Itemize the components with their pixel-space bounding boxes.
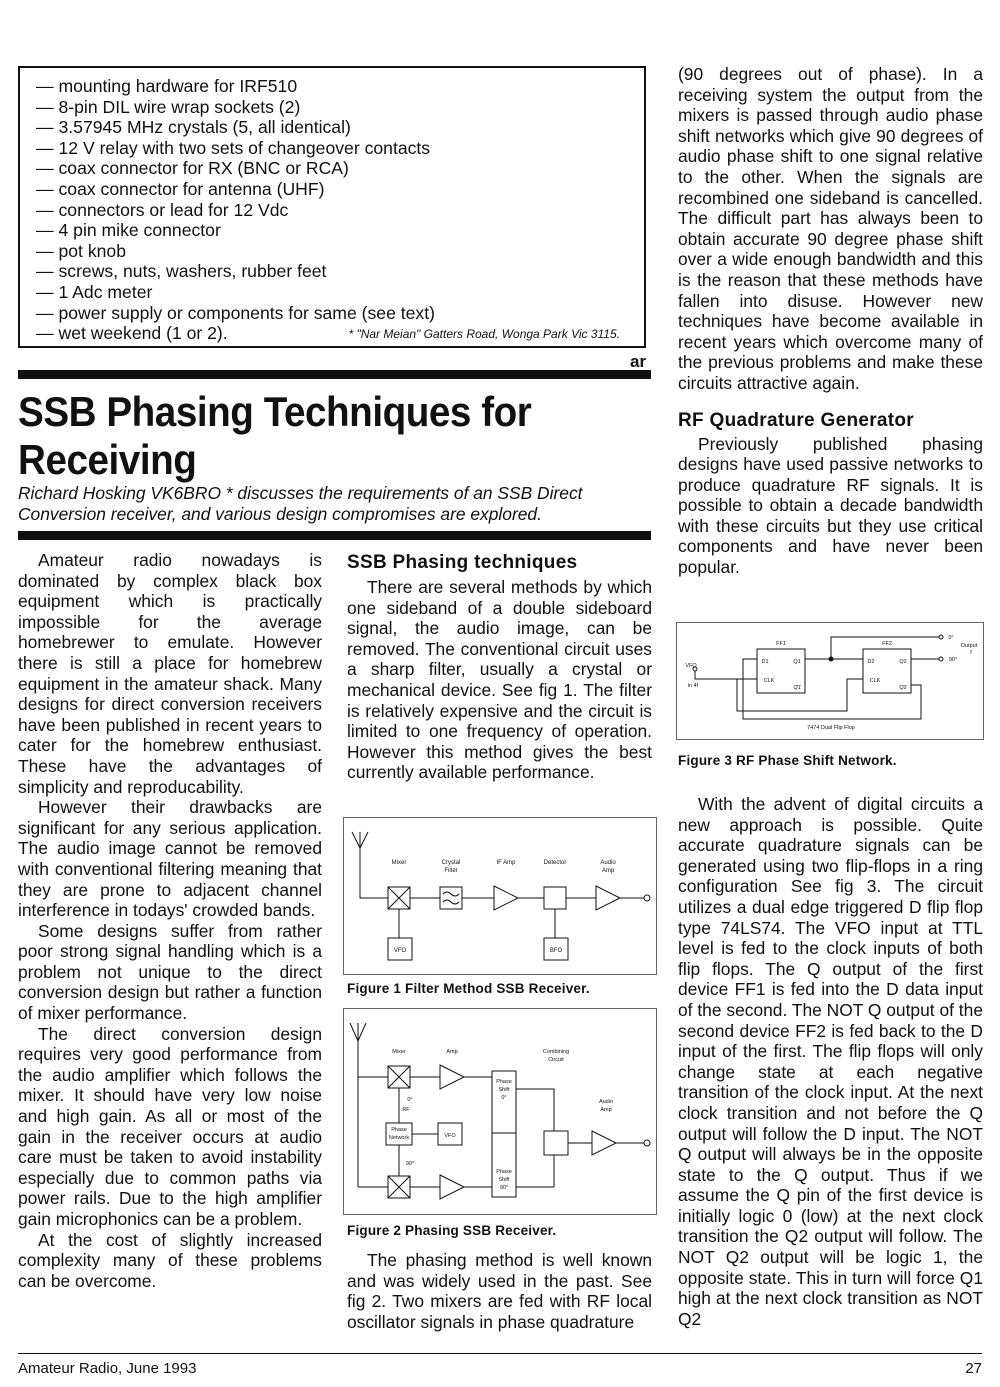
label-circuit: Circuit — [548, 1057, 564, 1063]
label-detector: Detector — [543, 860, 567, 866]
parts-list-item: — 4 pin mike connector — [36, 220, 634, 241]
parts-list-item: — 1 Adc meter — [36, 282, 634, 303]
label-combining: Combining — [542, 1049, 570, 1055]
label-q1: Q1 — [793, 659, 801, 665]
paragraph: At the cost of slightly increased complexity many of these problems can be overcome. — [18, 1229, 322, 1291]
column-3-bottom — [678, 794, 983, 1329]
label-clk2: CLK — [869, 678, 881, 684]
label-q2: Q2 — [899, 659, 907, 665]
if-amp-triangle — [494, 886, 518, 910]
figure-1 — [343, 817, 657, 975]
paragraph: Some designs suffer from rather poor strong signal handling which is a problem not unique to the direct conversion design but rather a function of mixer performance. — [18, 920, 322, 1024]
figure-2 — [343, 1008, 657, 1215]
figure-1-caption: Figure 1 Filter Method SSB Receiver. — [347, 981, 590, 996]
figure-3 — [676, 622, 984, 740]
amp-top-triangle — [440, 1065, 464, 1089]
parts-list-item: — power supply or components for same (see text) — [36, 303, 634, 324]
label-crystal: Crystal — [441, 860, 461, 866]
label-0deg: 0° — [501, 1095, 507, 1101]
label-phase-top: Phase — [496, 1079, 512, 1085]
figure-2-caption: Figure 2 Phasing SSB Receiver. — [347, 1223, 557, 1238]
parts-list-box — [18, 66, 646, 348]
paragraph: With the advent of digital circuits a new approach is possible. Quite accurate quadrature signals can be generated using two flip-flops in a ring configuration See fig 3. The circuit utilizes a dual edge triggered D flip flop type 74LS74. The VFO input at TTL level is fed to the clock inputs of both flip flops. The Q output of the first device FF1 is fed into the D data input of the second. The NOT Q output of the second device FF2 is fed back to the D input of the first. The flip flops will only change state at each negative transition of the clock input. At the next clock transition and not before the Q output will follow the D input. The NOT Q output will always be in the opposite state to the Q output. Thus if we assume the Q pin of the first device is initially logic 0 (low) at the next clock transition the Q2 output will follow. The NOT Q2 output will be logic 1, the opposite state. This in turn will force Q1 high at the next clock transition as NOT Q2 — [678, 794, 983, 1329]
label-d2: D2 — [867, 659, 875, 665]
paragraph: There are several methods by which one sideband of a double sideboard signal, the audio image, can be removed. The conventional circuit uses a sharp filter, usually a crystal or mechanical device. See fig 1. The filter is relatively expensive and the circuit is limited to one frequency of operation. However this method gives the best currently available performance. — [347, 577, 652, 783]
label-vfo: VFO — [685, 663, 697, 669]
parts-list-item: — coax connector for RX (BNC or RCA) — [36, 158, 634, 179]
footer-rule — [18, 1353, 982, 1354]
label-network: Network — [388, 1135, 410, 1141]
article-title: SSB Phasing Techniques for Receiving — [18, 388, 532, 483]
label-rf-90deg: 90° — [405, 1161, 415, 1167]
vfo-input-line — [695, 671, 757, 679]
author-address: * "Nar Meian" Gatters Road, Wonga Park Vic 3115. — [348, 327, 620, 341]
label-amp: Amp — [446, 1049, 458, 1055]
detector-box — [544, 887, 566, 909]
label-90deg: 90° — [499, 1185, 509, 1191]
parts-list-item: — connectors or lead for 12 Vdc — [36, 200, 634, 221]
parts-list-item: — coax connector for antenna (UHF) — [36, 179, 634, 200]
section-heading-rf-quadrature: RF Quadrature Generator — [678, 409, 915, 431]
column-3-top — [678, 64, 983, 578]
antenna-icon — [352, 832, 388, 898]
label-rf: RF — [402, 1107, 410, 1113]
parts-list-item: — 3.57945 MHz crystals (5, all identical) — [36, 117, 634, 138]
label-phase-net: Phase — [391, 1127, 407, 1133]
figure-1-diagram — [344, 818, 656, 974]
parts-list-item: — 8-pin DIL wire wrap sockets (2) — [36, 97, 634, 118]
label-vfo: VFO — [393, 948, 407, 954]
parts-list-item: — mounting hardware for IRF510 — [36, 76, 634, 97]
label-ff2: FF2 — [882, 641, 892, 647]
label-audio: Audio — [598, 1099, 614, 1105]
article-byline: Richard Hosking VK6BRO * discusses the requirements of an SSB Direct Conversion receiver, and various design compromises are explored. — [18, 483, 583, 524]
label-d1: D1 — [761, 659, 769, 665]
paragraph: (90 degrees out of phase). In a receiving system the output from the mixers is passed through audio phase shift networks which give 90 degrees of audio phase shift to one signal relative to the other. When the signals are recombined one sideband is cancelled. The difficult part has always been to obtain accurate 90 degree phase shift over a wide enough bandwidth and this is the reason that these methods have fallen into disuse. However new techniques have become available in recent years which overcome many of the previous problems and make these circuits attractive again. — [678, 64, 983, 393]
label-vfo-in: in 4f — [687, 683, 699, 689]
label-if-amp: IF Amp — [496, 860, 516, 866]
label-audio-amp: Amp — [600, 1107, 612, 1113]
section-heading-phasing: SSB Phasing techniques — [347, 552, 578, 573]
combining-circuit-box — [544, 1131, 568, 1155]
label-ff1: FF1 — [776, 641, 786, 647]
figure-3-caption: Figure 3 RF Phase Shift Network. — [678, 753, 897, 768]
label-nq2: Q2 — [899, 685, 907, 691]
title-rule-top — [18, 370, 651, 379]
parts-list-item: — wet weekend (1 or 2). — [36, 323, 634, 344]
parts-list-item: — 12 V relay with two sets of changeover contacts — [36, 138, 634, 159]
page-number: 27 — [965, 1360, 982, 1377]
label-out-0deg: 0° — [948, 635, 954, 641]
title-rule-bottom — [18, 531, 651, 540]
label-mixer: Mixer — [392, 1049, 406, 1055]
label-filter: Filter — [444, 868, 458, 874]
paragraph: However their drawbacks are significant for any serious application. The audio image cannot be removed with conventional filtering meaning that they are prone to adjacent channel interference in todays' crowded bands. — [18, 797, 322, 921]
label-amp: Amp — [601, 868, 615, 874]
column-2-bottom — [347, 1250, 652, 1332]
audio-amp-triangle — [592, 1131, 616, 1155]
figure-2-diagram — [344, 1009, 656, 1214]
label-bfo: BFO — [549, 948, 563, 954]
end-mark: ar — [630, 352, 647, 371]
paragraph: The direct conversion design requires very good performance from the audio amplifier which follows the mixer. It should have very low noise and high gain. As all or most of the gain in the receiver occurs at audio care must be taken to avoid instability especially due to common paths via power rails. Due to the high amplifier gain microphonics can be a problem. — [18, 1023, 322, 1229]
label-chip: 7474 Dual Flip Flop — [807, 725, 855, 731]
crystal-filter-box — [440, 887, 462, 909]
footer-publication: Amateur Radio, June 1993 — [18, 1360, 197, 1377]
label-vfo: VFO — [444, 1133, 456, 1139]
parts-list-item: — pot knob — [36, 241, 634, 262]
label-shift-top: Shift — [498, 1087, 510, 1093]
label-shift-bottom: Shift — [498, 1177, 510, 1183]
parts-list-item: — screws, nuts, washers, rubber feet — [36, 261, 634, 282]
column-1 — [18, 550, 322, 1291]
label-audio: Audio — [600, 860, 616, 866]
paragraph: Previously published phasing designs have used passive networks to produce quadrature RF signals. It is possible to obtain a decade bandwidth with these circuits but they use critical components and have never been popular. — [678, 433, 983, 578]
paragraph: The phasing method is well known and was widely used in the past. See fig 2. Two mixers are fed with RF local oscillator signals in phase quadrature — [347, 1250, 652, 1332]
label-rf-0deg: 0° — [407, 1097, 413, 1103]
label-mixer: Mixer — [391, 860, 407, 866]
label-output: Output — [960, 643, 978, 649]
antenna-icon — [350, 1023, 366, 1187]
amp-bottom-triangle — [440, 1175, 464, 1199]
column-2-top — [347, 552, 652, 783]
label-phase-bottom: Phase — [496, 1169, 512, 1175]
audio-amp-triangle — [596, 886, 620, 910]
paragraph: Amateur radio nowadays is dominated by complex black box equipment which is practically impossible for the average homebrewer to emulate. However there is still a place for homebrew equipment in the amateur shack. Many designs for direct conversion receivers have been published in recent years to cater for the homebrew enthusiast. These have the advantages of simplicity and reproducability. — [18, 550, 322, 797]
figure-3-diagram — [677, 623, 983, 739]
label-nq1: Q1 — [793, 685, 801, 691]
parts-list — [36, 76, 634, 344]
label-f: f — [970, 650, 972, 656]
label-out-90deg: 90° — [948, 657, 958, 663]
label-clk1: CLK — [763, 678, 775, 684]
